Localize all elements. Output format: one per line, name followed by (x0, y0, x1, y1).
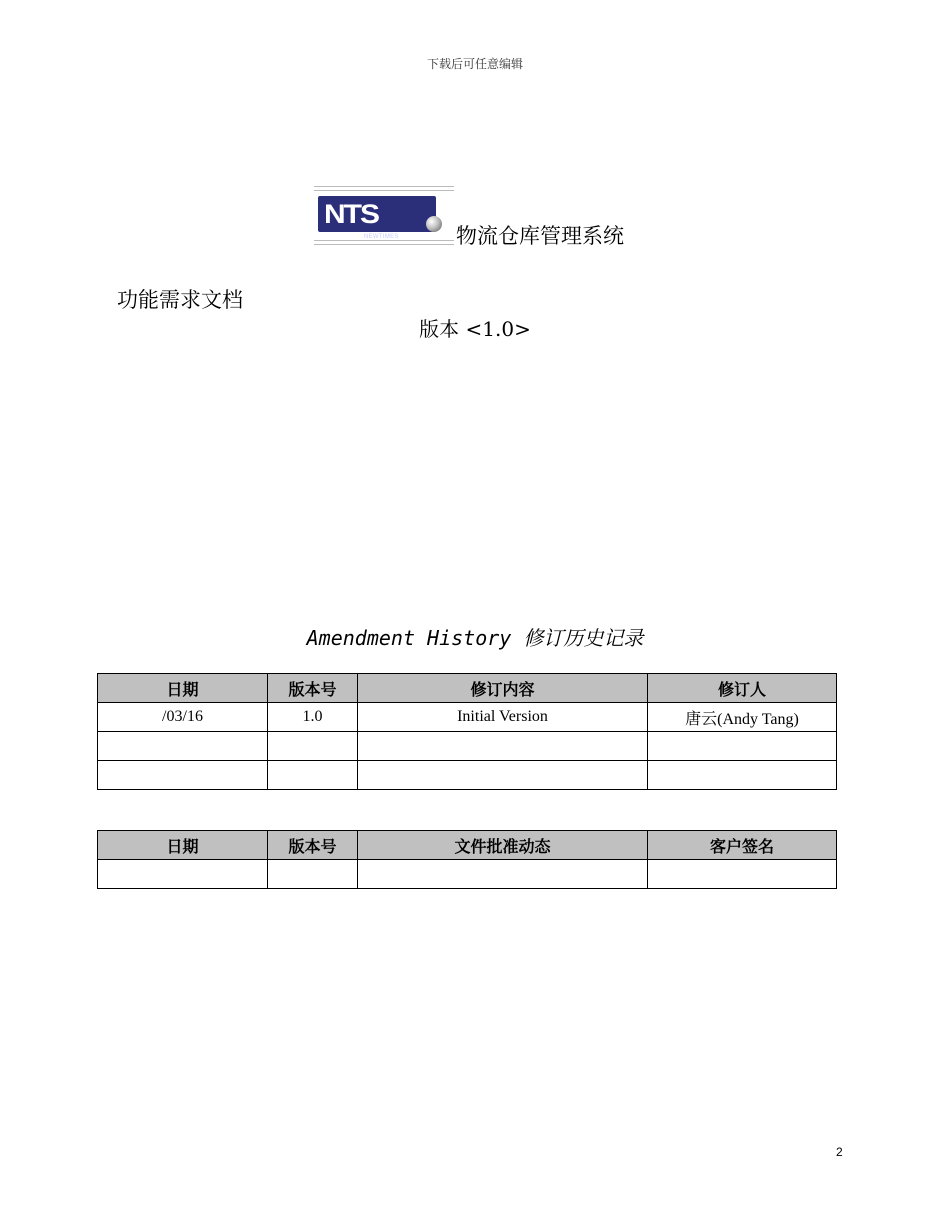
cell-reviser (648, 761, 837, 790)
header-date: 日期 (98, 674, 268, 703)
cell-date: /03/16 (98, 703, 268, 732)
header-approval-status: 文件批准动态 (358, 831, 648, 860)
title-row (314, 186, 624, 246)
table-header-row (98, 674, 837, 703)
cell-version (268, 860, 358, 889)
table-row (98, 860, 837, 889)
header-customer-signature: 客户签名 (648, 831, 837, 860)
cell-customer-signature (648, 860, 837, 889)
amendment-history-title: Amendment History 修订历史记录 (306, 626, 644, 650)
table-row (98, 761, 837, 790)
page-number: 2 (836, 1145, 843, 1159)
cell-reviser: 唐云(Andy Tang) (648, 703, 837, 732)
header-version: 版本号 (268, 674, 358, 703)
logo-rule-top (314, 186, 454, 187)
cell-revision-content (358, 761, 648, 790)
logo-text: NTS (324, 199, 378, 230)
table-row (98, 703, 837, 732)
logo-rule-bottom (314, 240, 454, 241)
cell-version (268, 761, 358, 790)
table-row (98, 732, 837, 761)
system-title: 物流仓库管理系统 (456, 224, 624, 248)
cell-date (98, 732, 268, 761)
header-date: 日期 (98, 831, 268, 860)
header-reviser: 修订人 (648, 674, 837, 703)
cell-revision-content: Initial Version (358, 703, 648, 732)
version-label: 版本 <1.0> (419, 317, 531, 341)
cell-date (98, 860, 268, 889)
amendment-history-table (97, 673, 837, 790)
header-note: 下载后可任意编辑 (426, 57, 523, 71)
logo-rule-top-2 (314, 190, 454, 191)
cell-version (268, 732, 358, 761)
header-revision-content: 修订内容 (358, 674, 648, 703)
approval-table (97, 830, 837, 889)
cell-revision-content (358, 732, 648, 761)
table-header-row (98, 831, 837, 860)
logo-subtext: NEWTIMES (364, 234, 399, 240)
doc-title: 功能需求文档 (117, 288, 243, 312)
company-logo (314, 186, 454, 246)
header-version: 版本号 (268, 831, 358, 860)
cell-date (98, 761, 268, 790)
cell-version: 1.0 (268, 703, 358, 732)
logo-globe-icon (426, 216, 442, 232)
cell-reviser (648, 732, 837, 761)
logo-box (318, 196, 436, 240)
logo-rule-bottom-2 (314, 244, 454, 245)
cell-approval-status (358, 860, 648, 889)
